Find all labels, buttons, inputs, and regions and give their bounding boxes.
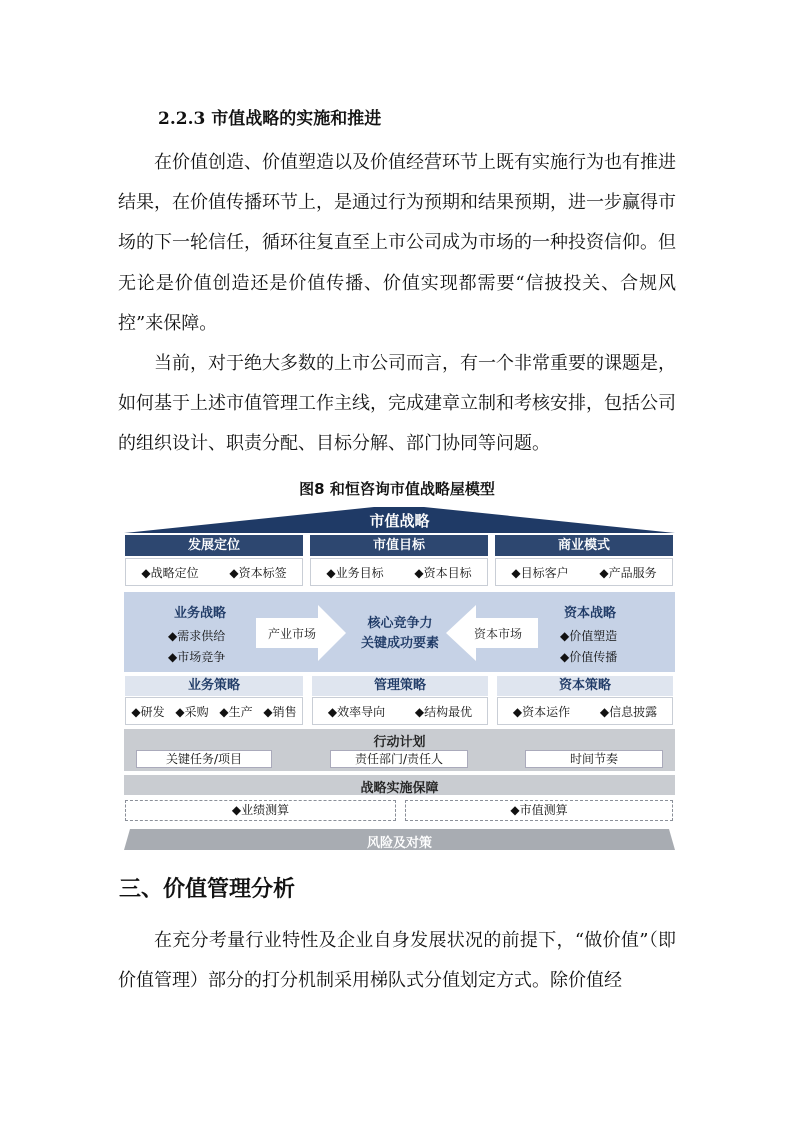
pillar-items: [495, 558, 673, 586]
tactic-items: [497, 697, 673, 725]
tactic-items: [312, 697, 488, 725]
guarantee-item: ◆市值测算: [405, 800, 673, 821]
tactic-item: ◆研发: [131, 704, 165, 719]
pillar-items: [125, 558, 303, 586]
action-item: 时间节奏: [525, 750, 663, 768]
figure-caption: 图8 和恒咨询市值战略屋模型: [299, 480, 495, 498]
paragraph: 在充分考量行业特性及企业自身发展状况的前提下，“做价值”（即价值管理）部分的打分机制采用梯队式分值划定方式。除价值经: [118, 930, 676, 992]
pillar-item: ◆战略定位: [141, 565, 199, 580]
tactic-title: 管理策略: [312, 676, 488, 696]
pillar-title: 商业模式: [495, 535, 673, 556]
floor-title: 风险及对策: [366, 836, 432, 851]
body-text: [118, 921, 676, 1001]
guarantee-title: 战略实施保障: [360, 781, 439, 796]
capital-strategy-title: 资本战略: [564, 606, 617, 621]
pillar-item: ◆业务目标: [326, 565, 384, 580]
business-strategy-item: ◆需求供给: [168, 629, 226, 643]
pillar-item: ◆产品服务: [599, 565, 657, 580]
tactic-title: 资本策略: [497, 676, 673, 696]
pillar-title: 发展定位: [125, 535, 303, 556]
roof-title: 市值战略: [369, 512, 430, 530]
body-text: [118, 143, 676, 465]
strategy-house-figure: [124, 505, 675, 850]
tactic-item: ◆生产: [219, 704, 253, 719]
pillar-item: ◆资本标签: [229, 565, 287, 580]
business-strategy-item: ◆市场竞争: [168, 650, 226, 664]
tactic-item: ◆效率导向: [327, 704, 386, 719]
tactic-item: ◆结构最优: [414, 704, 473, 719]
tactic-item: ◆信息披露: [599, 704, 658, 719]
pillar-title: 市值目标: [310, 535, 488, 556]
paragraph: 当前，对于绝大多数的上市公司而言，有一个非常重要的课题是，如何基于上述市值管理工作主线，完成建章立制和考核安排，包括公司的组织设计、职责分配、目标分解、部门协同等问题。: [118, 353, 676, 455]
capital-market-label: 资本市场: [474, 627, 523, 641]
chapter-heading: 三、价值管理分析: [119, 877, 296, 902]
pillar-items: [310, 558, 488, 586]
capital-strategy-item: ◆价值传播: [560, 650, 618, 664]
action-plan-title: 行动计划: [373, 735, 426, 750]
capital-strategy-item: ◆价值塑造: [560, 629, 618, 643]
tactic-item: ◆销售: [263, 704, 297, 719]
section-heading: 2.2.3 市值战略的实施和推进: [158, 109, 382, 129]
tactic-item: ◆资本运作: [512, 704, 571, 719]
pillar-item: ◆资本目标: [414, 565, 472, 580]
industry-market-label: 产业市场: [268, 627, 317, 641]
guarantee-item: ◆业绩测算: [125, 800, 396, 821]
core-line: 核心竞争力: [367, 616, 433, 631]
strategy-band: [124, 592, 675, 672]
tactic-items: [125, 697, 303, 725]
core-line: 关键成功要素: [360, 636, 439, 651]
tactic-title: 业务策略: [125, 676, 303, 696]
action-item: 关键任务/项目: [136, 750, 272, 768]
pillar-item: ◆目标客户: [511, 565, 569, 580]
tactic-item: ◆采购: [175, 704, 209, 719]
business-strategy-title: 业务战略: [174, 606, 227, 621]
core-competence: [346, 614, 454, 654]
paragraph: 在价值创造、价值塑造以及价值经营环节上既有实施行为也有推进结果，在价值传播环节上，是通过行为预期和结果预期，进一步赢得市场的下一轮信任，循环往复直至上市公司成为市场的一种投资信仰。但无论是价值创造还是价值传播、价值实现都需要“信披投关、合规风控”来保障。: [118, 152, 676, 334]
action-item: 责任部门/责任人: [330, 750, 468, 768]
